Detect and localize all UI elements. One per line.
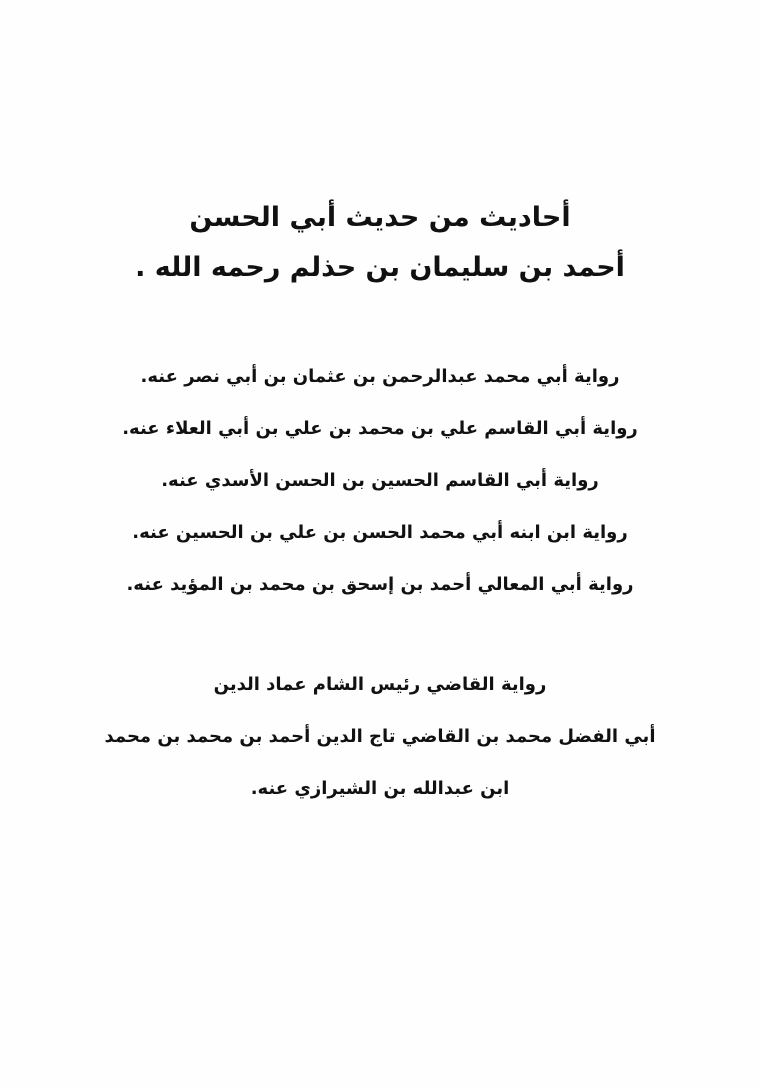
qadi-line-1: رواية القاضي رئيس الشام عماد الدين — [213, 674, 547, 695]
qadi-line-3: ابن عبدالله بن الشيرازي عنه. — [250, 778, 510, 799]
riwaya-line-3: رواية أبي القاسم الحسين بن الحسن الأسدي عنه. — [161, 470, 599, 491]
riwaya-line-4: رواية ابن ابنه أبي محمد الحسن بن علي بن الحسين عنه. — [132, 522, 628, 543]
riwaya-line-2: رواية أبي القاسم علي بن محمد بن علي بن أبي العلاء عنه. — [122, 418, 638, 439]
riwaya-line-5: رواية أبي المعالي أحمد بن إسحق بن محمد بن المؤيد عنه. — [126, 574, 634, 595]
title-line-1: أحاديث من حديث أبي الحسن — [189, 202, 571, 233]
title-line-2: أحمد بن سليمان بن حذلم رحمه الله . — [135, 252, 625, 283]
riwaya-line-1: رواية أبي محمد عبدالرحمن بن عثمان بن أبي نصر عنه. — [140, 366, 620, 387]
qadi-line-2: أبي الفضل محمد بن القاضي تاج الدين أحمد بن محمد بن محمد — [104, 726, 656, 747]
